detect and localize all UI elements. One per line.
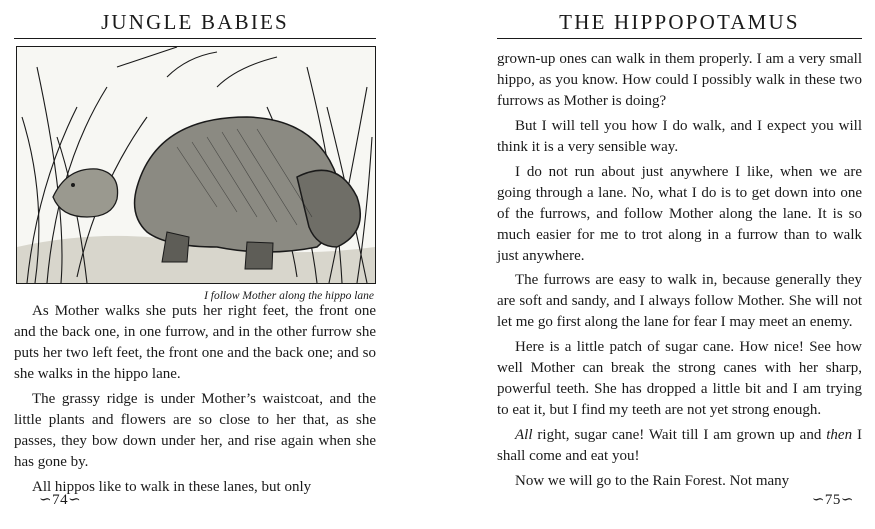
paragraph: The grassy ridge is under Mother’s waistcoat, and the little plants and flowers are so close to her that, as she passes, they bow down under her, and rise again when she has gone by.: [14, 390, 376, 470]
paragraph: Now we will go to the Rain Forest. Not many: [515, 472, 790, 489]
header-rule-left: [14, 38, 376, 39]
paragraph: As Mother walks she puts her right feet, the front one and the back one, in one furrow, and in the other furrow she puts her two left feet, the front one and the back one; and so she walks in the hippo lane.: [14, 303, 376, 382]
emphasis-then: then: [826, 426, 853, 443]
paragraph: The furrows are easy to walk in, because generally they are soft and sandy, and I always follow Mother. She will not let me go first along the lane for fear I may meet an enemy.: [497, 272, 862, 331]
emphasis-all: All: [515, 426, 533, 443]
running-head-left: JUNGLE BABIES: [101, 10, 289, 34]
paragraph: Here is a little patch of sugar cane. How nice! See how well Mother can break the strong canes with her sharp, powerful teeth. She has dropped a little bit and I am trying to eat it, but I find my teeth are not yet strong enough.: [497, 339, 862, 419]
left-page-body: [14, 301, 376, 501]
paragraph: I do not run about just anywhere I like, when we are going through a lane. No, what I do is to get down into one of the furrows, and follow Mother along the lane. It is so much easier for me to trot along in a furrow than to walk just anywhere.: [497, 163, 862, 264]
running-head-right: THE HIPPOPOTAMUS: [559, 10, 800, 34]
paragraph: But I will tell you how I do walk, and I expect you will think it is a very sensible way.: [497, 117, 862, 155]
paragraph-text: right, sugar cane! Wait till I am grown up and: [532, 426, 827, 443]
paragraph: All hippos like to walk in these lanes, but only: [32, 478, 312, 495]
paragraph-text: I shall come and eat you!: [497, 426, 862, 464]
header-rule-right: [497, 38, 862, 39]
page-number-left: ∽74∽: [39, 492, 82, 508]
page-number-right: ∽75∽: [811, 492, 854, 508]
right-page: [497, 0, 862, 529]
right-page-body: [497, 49, 862, 496]
hippo-drawing: [17, 47, 375, 283]
continued-paragraph: grown-up ones can walk in them properly. I am a very small hippo, as you know. How could I possibly walk in these two furrows as Mother is doing?: [497, 51, 862, 109]
illustration-caption: I follow Mother along the hippo lane: [204, 290, 374, 302]
left-page: [14, 0, 376, 529]
hippo-illustration: [16, 46, 376, 284]
sugar-cane-paragraph: [497, 425, 862, 467]
